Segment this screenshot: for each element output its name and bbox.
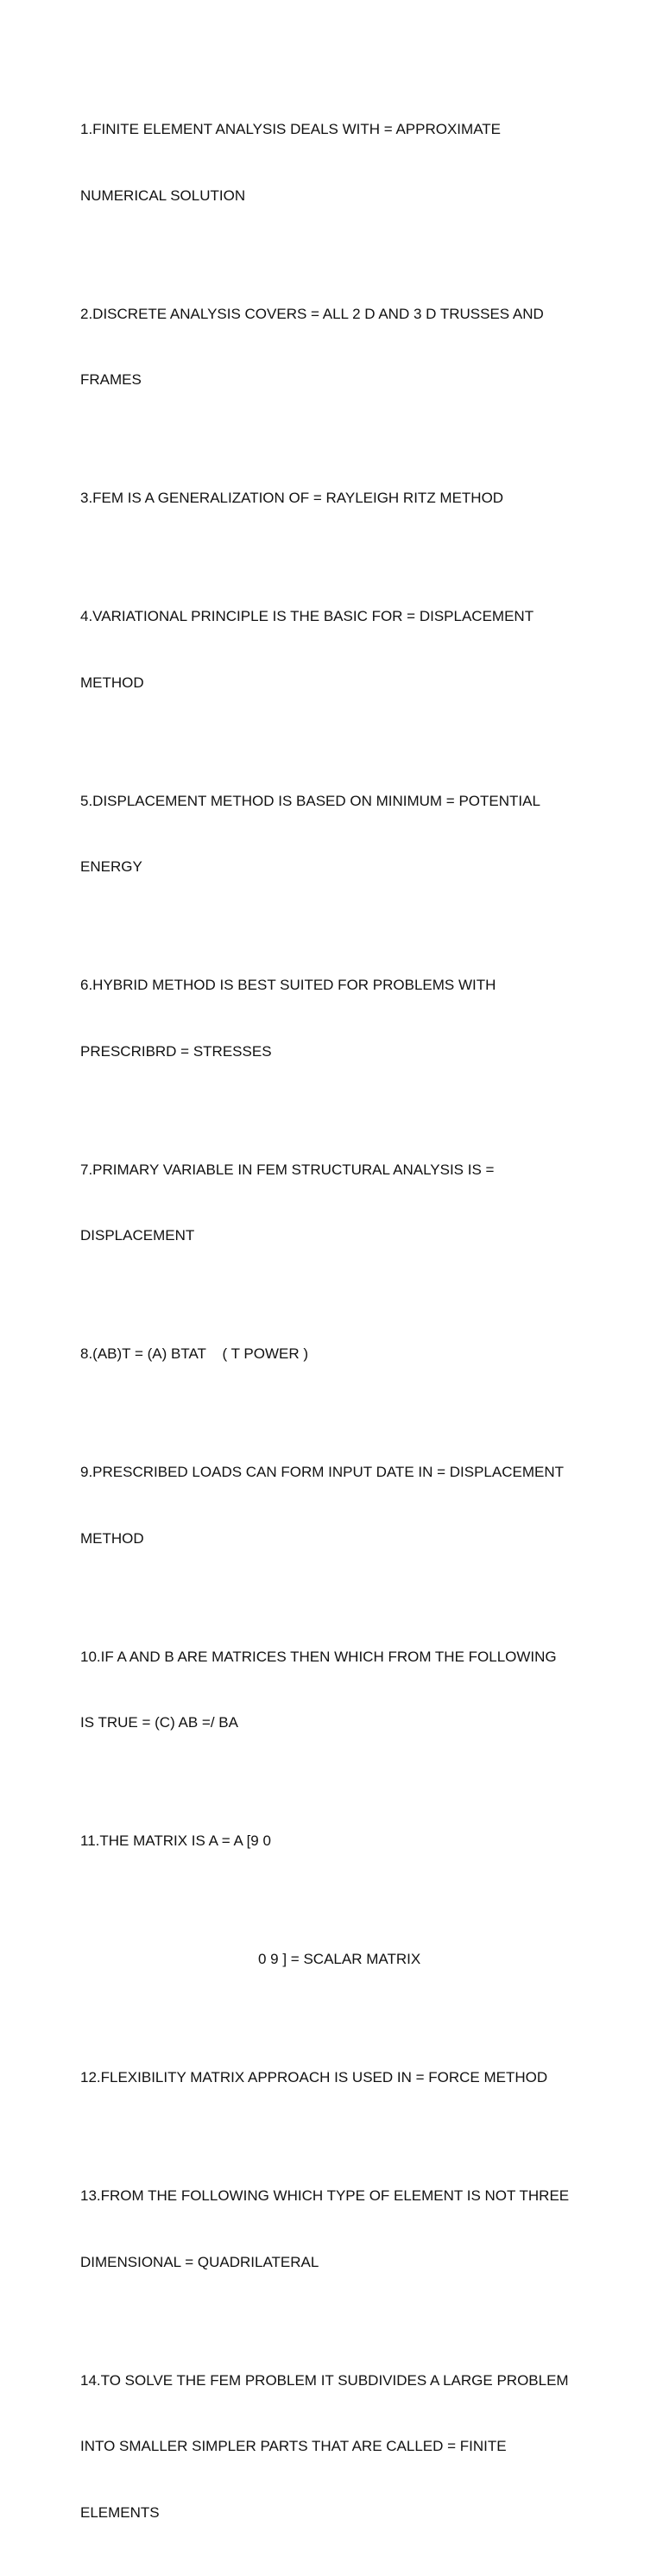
- question-answer-list: [80, 74, 581, 2576]
- item-9-line-2: METHOD: [80, 1529, 144, 1547]
- item-8-line-1: 8.(AB)T = (A) BTAT ( T POWER ): [80, 1345, 309, 1362]
- item-14-line-1: 14.TO SOLVE THE FEM PROBLEM IT SUBDIVIDES A LARGE PROBLEM: [80, 2371, 569, 2389]
- item-1-line-1: 1.FINITE ELEMENT ANALYSIS DEALS WITH = APPROXIMATE: [80, 121, 501, 137]
- item-1-line-2: NUMERICAL SOLUTION: [80, 187, 246, 204]
- item-10-line-2: IS TRUE = (C) AB =/ BA: [80, 1714, 238, 1731]
- item-7-line-1: 7.PRIMARY VARIABLE IN FEM STRUCTURAL ANALYSIS IS =: [80, 1161, 495, 1178]
- item-13-line-1: 13.FROM THE FOLLOWING WHICH TYPE OF ELEMENT IS NOT THREE: [80, 2187, 570, 2204]
- list-item-7: [80, 1115, 581, 1291]
- list-item-6: [80, 930, 581, 1106]
- item-2-line-1: 2.DISCRETE ANALYSIS COVERS = ALL 2 D AND 3 D TRUSSES AND: [80, 305, 544, 322]
- item-5-line-2: ENERGY: [80, 858, 142, 875]
- list-item-1: [80, 74, 581, 250]
- list-item-14: [80, 2326, 581, 2568]
- list-item-8: [80, 1299, 581, 1409]
- item-4-line-1: 4.VARIATIONAL PRINCIPLE IS THE BASIC FOR = DISPLACEMENT: [80, 608, 534, 624]
- item-6-line-2: PRESCRIBRD = STRESSES: [80, 1042, 272, 1060]
- list-item-4: [80, 561, 581, 737]
- item-3-line-1: 3.FEM IS A GENERALIZATION OF = RAYLEIGH RITZ METHOD: [80, 490, 504, 506]
- list-item-3: [80, 443, 581, 554]
- item-11-line-2: 0 9 ] = SCALAR MATRIX: [258, 1951, 421, 1967]
- item-2-line-2: FRAMES: [80, 371, 142, 388]
- item-10-line-1: 10.IF A AND B ARE MATRICES THEN WHICH FROM THE FOLLOWING: [80, 1648, 557, 1665]
- item-4-line-2: METHOD: [80, 674, 144, 691]
- list-item-12: [80, 2022, 581, 2133]
- list-item-11-matrix-continuation: [80, 1904, 581, 2015]
- list-item-2: [80, 259, 581, 435]
- item-14-line-2: INTO SMALLER SIMPLER PARTS THAT ARE CALLED = FINITE: [80, 2438, 507, 2454]
- item-6-line-1: 6.HYBRID METHOD IS BEST SUITED FOR PROBLEMS WITH: [80, 977, 496, 993]
- item-12-line-1: 12.FLEXIBILITY MATRIX APPROACH IS USED IN = FORCE METHOD: [80, 2069, 548, 2085]
- item-14-line-3: ELEMENTS: [80, 2503, 160, 2521]
- item-7-line-2: DISPLACEMENT: [80, 1227, 195, 1244]
- list-item-13: [80, 2141, 581, 2317]
- list-item-9: [80, 1417, 581, 1593]
- item-9-line-1: 9.PRESCRIBED LOADS CAN FORM INPUT DATE IN = DISPLACEMENT: [80, 1464, 565, 1480]
- item-13-line-2: DIMENSIONAL = QUADRILATERAL: [80, 2253, 319, 2270]
- list-item-10: [80, 1602, 581, 1778]
- list-item-11: [80, 1786, 581, 1896]
- item-11-line-1: 11.THE MATRIX IS A = A [9 0: [80, 1832, 271, 1849]
- item-5-line-1: 5.DISPLACEMENT METHOD IS BASED ON MINIMUM = POTENTIAL: [80, 792, 540, 809]
- list-item-5: [80, 746, 581, 922]
